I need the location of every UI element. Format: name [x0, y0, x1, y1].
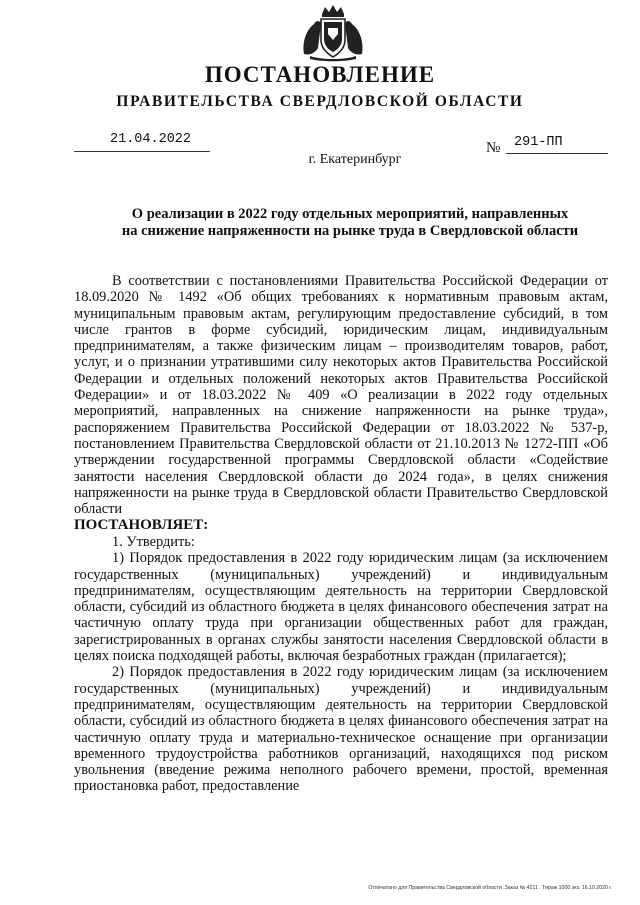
city: г. Екатеринбург	[308, 152, 402, 167]
item-1-1: 1) Порядок предоставления в 2022 году юридическим лицам (за исключением государственных (муниципальных) учреждений) и индивидуальным предпринимателям, осуществляющим деятельность на территории Свердловской области, субсидий из областного бюджета в целях финансового обеспечения затрат на частичную оплату труда при организации общественных работ для граждан, зарегистрированных в органах службы занятости населения Свердловской области в целях поиска подходящей работы, включая безработных граждан (прилагается);	[74, 550, 608, 665]
item-1-2: 2) Порядок предоставления в 2022 году юридическим лицам (за исключением государственных (муниципальных) учреждений) и индивидуальным предпринимателям, осуществляющим деятельность на территории Свердловской области, субсидий из областного бюджета в целях финансового обеспечения затрат на частичную оплату труда и материально-техническое оснащение при организации временного трудоустройства работников организаций, находящихся под риском увольнения (введение режима неполного рабочего времени, простой, временная приостановка работ, предоставление	[74, 664, 608, 795]
print-note: Отпечатано для Правительства Свердловской области. Заказ № 4211 . Тираж 1000 экз. 16.10.2020 г.	[368, 885, 612, 891]
page-subtitle: ПРАВИТЕЛЬСТВА СВЕРДЛОВСКОЙ ОБЛАСТИ	[116, 93, 524, 110]
document-title-line-1: О реализации в 2022 году отдельных мероприятий, направленных	[131, 206, 569, 222]
number-sign: №	[486, 140, 501, 156]
document-title	[60, 206, 640, 240]
preamble-paragraph: В соответствии с постановлениями Правительства Российской Федерации от 18.09.2020 № 1492 «Об общих требованиях к нормативным правовым актам, муниципальным правовым актам, регулирующим предоставление субсидий, в том числе грантов в форме субсидий, юридическим лицам, индивидуальным предпринимателям, а также физическим лицам – производителям товаров, работ, услуг, и о признании утратившими силу некоторых актов Правительства Российской Федерации и отдельных положений некоторых актов Правительства Российской Федерации» и от 18.03.2022 № 409 «О реализации в 2022 году отдельных мероприятий, направленных на снижение напряженности на рынке труда», распоряжением Правительства Российской Федерации от 18.03.2022 № 537-р, постановлением Правительства Свердловской области от 21.10.2013 № 1272-ПП «Об утверждении государственной программы Свердловской области «Содействие занятости населения Свердловской области до 2024 года», в целях снижения напряженности на рынке труда в Свердловской области Правительство Свердловской области	[74, 273, 608, 518]
document-number: 291-ПП	[506, 134, 608, 154]
coat-of-arms-icon	[300, 4, 366, 62]
page-title: ПОСТАНОВЛЕНИЕ	[204, 62, 436, 87]
document-body	[74, 273, 608, 795]
document-date: 21.04.2022	[74, 130, 210, 152]
document-title-line-2: на снижение напряженности на рынке труда в Свердловской области	[121, 223, 579, 239]
decree-heading: ПОСТАНОВЛЯЕТ:	[74, 517, 209, 534]
item-1: 1. Утвердить:	[112, 533, 195, 550]
